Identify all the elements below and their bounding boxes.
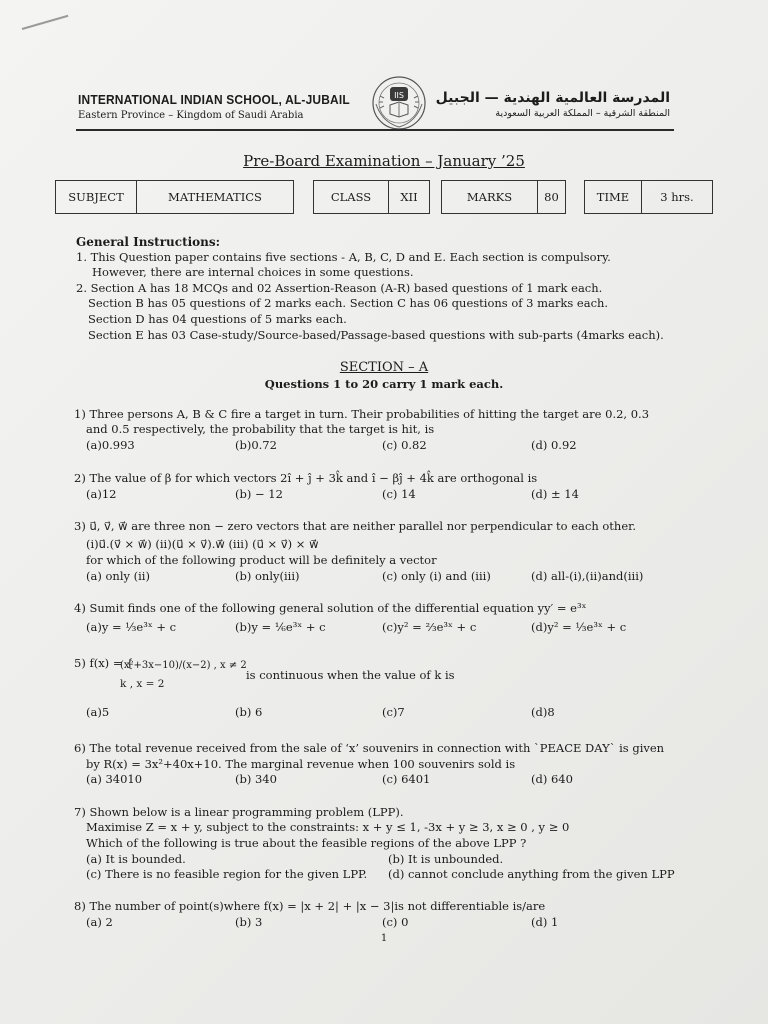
class-box (313, 180, 430, 214)
pen-mark (22, 15, 69, 30)
question-3-text: for which of the following product will be definitely a vector (86, 553, 437, 567)
question-6-option-b: (b) 340 (235, 772, 277, 786)
question-7-option-c: (c) There is no feasible region for the given LPP. (86, 867, 368, 881)
svg-text:IIS: IIS (394, 91, 404, 100)
instruction-line: Section B has 05 questions of 2 marks each. Section C has 06 questions of 3 marks each. (88, 296, 609, 310)
question-7-option-a: (a) It is bounded. (86, 852, 186, 866)
question-3-option-b: (b) only(iii) (235, 569, 300, 583)
question-4-option-a: (a)y = ⅓e³ˣ + c (86, 620, 177, 634)
question-2-option-c: (c) 14 (382, 487, 416, 501)
question-4-option-b: (b)y = ⅙e³ˣ + c (235, 620, 326, 634)
time-box (584, 180, 713, 214)
class-value: XII (388, 181, 429, 213)
question-7-option-d: (d) cannot conclude anything from the given LPP (388, 867, 675, 881)
school-region-en: Eastern Province – Kingdom of Saudi Arabia (78, 110, 304, 121)
time-value: 3 hrs. (641, 181, 712, 213)
question-8-option-b: (b) 3 (235, 915, 263, 929)
marks-value: 80 (537, 181, 565, 213)
question-1-option-c: (c) 0.82 (382, 438, 427, 452)
instruction-line: 2. Section A has 18 MCQs and 02 Assertion-Reason (A-R) based questions of 1 mark each. (76, 281, 603, 295)
class-label: CLASS (330, 190, 372, 204)
school-name-en: INTERNATIONAL INDIAN SCHOOL, AL-JUBAIL (78, 92, 350, 107)
question-2-option-d: (d) ± 14 (531, 487, 579, 501)
question-1-option-d: (d) 0.92 (531, 438, 577, 452)
question-7-text: 7) Shown below is a linear programming problem (LPP). (74, 805, 404, 819)
subject-label: SUBJECT (68, 190, 124, 204)
exam-title: Pre-Board Examination – January ’25 (243, 152, 525, 170)
school-name-ar: المدرسة العالمية الهندية — الجبيل (435, 90, 670, 106)
question-6-text: 6) The total revenue received from the sale of ‘x’ souvenirs in connection with `PEACE DAY` is given (74, 741, 665, 755)
question-5-option-a: (a)5 (86, 705, 110, 719)
question-6-option-a: (a) 34010 (86, 772, 143, 786)
question-5-prefix: 5) f(x) = { (74, 656, 134, 670)
question-2-option-b: (b) − 12 (235, 487, 283, 501)
instruction-line: Section E has 03 Case-study/Source-based/Passage-based questions with sub-parts (4marks each). (88, 328, 664, 342)
question-5-option-b: (b) 6 (235, 705, 263, 719)
question-3-option-c: (c) only (i) and (iii) (382, 569, 491, 583)
question-7-option-b: (b) It is unbounded. (388, 852, 504, 866)
question-1-text: 1) Three persons A, B & C fire a target in turn. Their probabilities of hitting the target are 0.2, 0.3 (74, 407, 650, 421)
question-1-text: and 0.5 respectively, the probability that the target is hit, is (86, 422, 435, 436)
page-number: 1 (380, 933, 388, 944)
instruction-line: 1. This Question paper contains five sections - A, B, C, D and E. Each section is compulsory. (76, 250, 611, 264)
question-6-text: by R(x) = 3x²+40x+10. The marginal revenue when 100 souvenirs sold is (86, 757, 516, 771)
marks-label: MARKS (466, 190, 513, 204)
question-5-case-2: k , x = 2 (120, 678, 165, 690)
question-6-option-d: (d) 640 (531, 772, 573, 786)
subject-value: MATHEMATICS (136, 181, 293, 213)
question-1-option-a: (a)0.993 (86, 438, 135, 452)
section-title: SECTION – A (339, 360, 429, 375)
question-5-suffix: is continuous when the value of k is (246, 668, 455, 682)
question-5-option-d: (d)8 (531, 705, 555, 719)
question-8-option-a: (a) 2 (86, 915, 113, 929)
instruction-line: Section D has 04 questions of 5 marks each. (88, 312, 347, 326)
instruction-line: However, there are internal choices in some questions. (92, 265, 414, 279)
question-7-text: Which of the following is true about the feasible regions of the above LPP ? (86, 836, 527, 850)
question-6-option-c: (c) 6401 (382, 772, 431, 786)
question-2-option-a: (a)12 (86, 487, 117, 501)
question-2-text: 2) The value of β for which vectors 2î + ĵ + 3k̂ and î − βĵ + 4k̂ are orthogonal is (74, 471, 538, 485)
subject-box (55, 180, 294, 214)
question-4-option-c: (c)y² = ⅔e³ˣ + c (382, 620, 477, 634)
section-subtitle: Questions 1 to 20 carry 1 mark each. (264, 377, 504, 391)
question-8-option-d: (d) 1 (531, 915, 559, 929)
question-3-text: 3) u⃗, v⃗, w⃗ are three non − zero vectors that are neither parallel nor perpendicular to each other. (74, 519, 637, 533)
marks-box (441, 180, 566, 214)
question-4-option-d: (d)y² = ⅓e³ˣ + c (531, 620, 627, 634)
question-8-option-c: (c) 0 (382, 915, 409, 929)
instructions-heading: General Instructions: (76, 235, 221, 249)
question-4-text: 4) Sumit finds one of the following general solution of the differential equation yy′ = e³ˣ (74, 601, 587, 615)
question-5-option-c: (c)7 (382, 705, 405, 719)
question-1-option-b: (b)0.72 (235, 438, 277, 452)
question-3-option-d: (d) all-(i),(ii)and(iii) (531, 569, 644, 583)
question-5-case-1: (x²+3x−10)/(x−2) , x ≠ 2 (120, 660, 247, 671)
question-8-text: 8) The number of point(s)where f(x) = |x + 2| + |x − 3|is not differentiable is/are (74, 899, 546, 913)
header-divider (76, 129, 674, 131)
question-7-text: Maximise Z = x + y, subject to the constraints: x + y ≤ 1, -3x + y ≥ 3, x ≥ 0 , y ≥ 0 (86, 820, 570, 834)
question-3-option-a: (a) only (ii) (86, 569, 150, 583)
question-3-text: (i)u⃗.(v⃗ × w⃗) (ii)(u⃗ × v⃗).w⃗ (iii) (u⃗ × v⃗) × w⃗ (86, 537, 319, 551)
school-logo-icon (368, 74, 430, 132)
school-region-ar: المنطقة الشرقية – المملكة العربية السعودية (495, 108, 670, 119)
time-label: TIME (596, 190, 630, 204)
